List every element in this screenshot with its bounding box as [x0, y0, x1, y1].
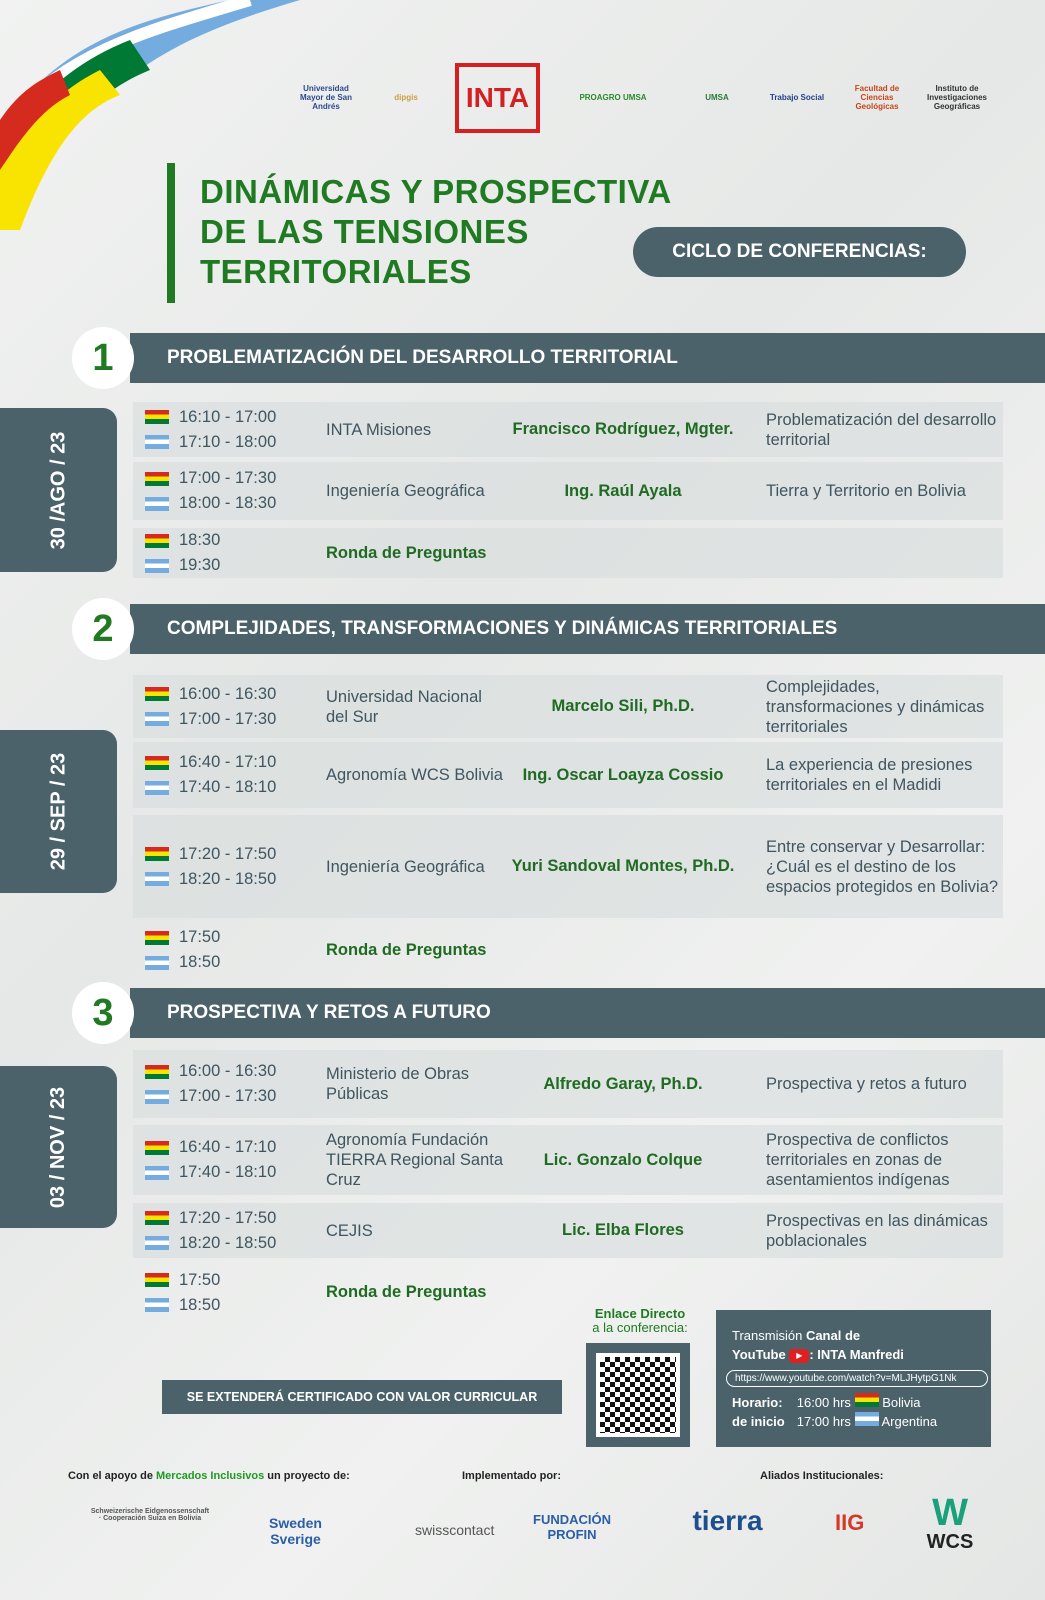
wcs-logo: W WCS — [926, 1492, 974, 1553]
country-argentina: Argentina — [881, 1414, 938, 1429]
bolivia-flag-icon — [145, 756, 169, 770]
argentina-flag-icon — [145, 435, 169, 449]
section-number: 1 — [72, 327, 134, 389]
session-row — [133, 462, 1003, 520]
partner-logo: dipgis — [394, 93, 418, 102]
speaker-name: Lic. Gonzalo Colque — [543, 1150, 703, 1169]
time-argentina — [145, 710, 276, 729]
section-number: 3 — [72, 982, 134, 1044]
section-header: PROSPECTIVA Y RETOS A FUTURO — [130, 988, 1045, 1038]
sweden-logo: Sweden Sverige — [269, 1515, 322, 1547]
time-argentina-text: 17:00 - 17:30 — [179, 709, 277, 728]
argentina-flag-icon — [145, 1298, 169, 1312]
time-argentina-text: 17:40 - 18:10 — [179, 1163, 277, 1181]
section-date — [0, 1066, 117, 1228]
partner-logos-top — [295, 50, 1005, 145]
bolivia-flag-icon — [145, 1273, 169, 1287]
enlace-title: Enlace Directo — [594, 1306, 686, 1321]
certificate-banner: SE EXTENDERÁ CERTIFICADO CON VALOR CURRICULAR — [162, 1380, 562, 1414]
session-row — [133, 675, 1003, 738]
time-bolivia — [145, 753, 276, 772]
time-bolivia-text: 16:00 - 16:30 — [179, 1062, 277, 1080]
time-argentina-text: 18:00 - 18:30 — [179, 494, 277, 512]
yt-youtube: YouTube — [732, 1347, 786, 1362]
time-bolivia-text: 16:40 - 17:10 — [179, 1138, 277, 1156]
wcs-text: WCS — [926, 1531, 974, 1553]
bolivia-flag-icon — [145, 472, 169, 486]
partner-logo: PROAGRO UMSA — [579, 93, 647, 102]
session-times — [145, 528, 220, 578]
time-bolivia — [145, 1138, 276, 1157]
title-accent-bar — [167, 163, 175, 303]
date-label: 30 /AGO / 23 — [47, 431, 69, 549]
time-argentina-text: 17:40 - 18:10 — [179, 778, 277, 796]
section-number: 2 — [72, 598, 134, 660]
session-row — [133, 742, 1003, 808]
time-bolivia-text: 17:20 - 17:50 — [179, 844, 277, 863]
argentina-flag-icon — [145, 559, 169, 573]
time-bolivia-text: 17:20 - 17:50 — [179, 1208, 277, 1227]
bolivia-flag-icon — [145, 1141, 169, 1155]
institution: Ingeniería Geográfica — [326, 482, 485, 500]
session-row — [133, 1050, 1003, 1118]
argentina-flag-icon — [145, 1236, 169, 1250]
session-topic: Tierra y Territorio en Bolivia — [766, 482, 966, 500]
time-bolivia — [145, 1271, 220, 1290]
qr-code[interactable] — [586, 1343, 690, 1447]
institution: Agronomía Fundación TIERRA Regional Santa Cruz — [326, 1131, 504, 1189]
time-bolivia-text: 16:00 - 16:30 — [179, 684, 277, 703]
session-row — [133, 402, 1003, 457]
horario-label-2: de inicio — [732, 1414, 785, 1429]
session-topic: Entre conservar y Desarrollar: ¿Cuál es el destino de los espacios protegidos en Bolivia? — [766, 837, 999, 896]
time-bolivia — [145, 1209, 276, 1228]
session-times — [145, 1125, 276, 1195]
date-label: 29 / SEP / 23 — [47, 752, 69, 871]
time-argentina-text: 18:20 - 18:50 — [179, 869, 277, 888]
session-times — [145, 1203, 276, 1258]
implemented-label: Implementado por: — [462, 1470, 562, 1482]
time-argentina — [145, 1296, 220, 1315]
start-time-bolivia: 16:00 hrs — [796, 1395, 851, 1410]
session-times — [145, 742, 276, 808]
yt-channel: Canal de — [805, 1328, 861, 1343]
bolivia-flag-icon — [145, 931, 169, 945]
time-bolivia-text: 16:10 - 17:00 — [179, 407, 277, 426]
speaker-name: Ing. Oscar Loayza Cossio — [522, 765, 724, 784]
session-row — [133, 815, 1003, 918]
time-argentina — [145, 870, 276, 889]
time-bolivia — [145, 928, 220, 947]
bolivia-flag-icon — [145, 847, 169, 861]
section-date — [0, 730, 117, 893]
argentina-flag-icon — [145, 956, 169, 970]
argentina-flag-icon — [145, 1166, 169, 1180]
argentina-flag-icon — [145, 781, 169, 795]
session-times — [145, 675, 276, 738]
tierra-logo: tierra — [692, 1505, 763, 1536]
section-header: COMPLEJIDADES, TRANSFORMACIONES Y DINÁMICAS TERRITORIALES — [130, 604, 1045, 654]
bolivia-flag-icon — [145, 687, 169, 701]
session-times — [145, 402, 276, 457]
time-bolivia-text: 18:30 — [179, 531, 221, 549]
partner-logo: UMSA — [705, 93, 729, 102]
partner-logo: Instituto de Investigaciones Geográficas — [926, 84, 988, 111]
argentina-flag-icon — [145, 497, 169, 511]
swisscontact-logo: swisscontact — [415, 1522, 495, 1538]
session-row — [133, 1203, 1003, 1258]
session-times — [145, 1050, 276, 1118]
profin-logo: FUNDACIÓN PROFIN — [533, 1512, 611, 1542]
session-topic: Complejidades, transformaciones y dinámicas territoriales — [766, 677, 985, 736]
time-argentina-text: 17:00 - 17:30 — [179, 1087, 277, 1105]
argentina-flag-icon — [145, 712, 169, 726]
institution: Agronomía WCS Bolivia — [326, 766, 503, 784]
session-times — [145, 815, 276, 918]
institution: Universidad Nacional del Sur — [326, 687, 482, 726]
time-argentina — [145, 1163, 276, 1182]
time-argentina — [145, 778, 276, 797]
youtube-url-link[interactable]: https://www.youtube.com/watch?v=MLJHytpG1Nk — [726, 1370, 988, 1387]
yt-channel-name: : INTA Manfredi — [809, 1347, 904, 1362]
title-line: TERRITORIALES — [200, 253, 472, 290]
section-date — [0, 408, 117, 572]
partner-logo: Trabajo Social — [769, 93, 825, 102]
time-bolivia — [145, 408, 276, 427]
speaker-name: Marcelo Sili, Ph.D. — [551, 697, 695, 715]
bolivia-flag-icon — [145, 410, 169, 424]
support-label — [68, 1470, 350, 1482]
allies-label: Aliados Institucionales: — [760, 1470, 884, 1482]
iig-logo: IIG — [835, 1510, 865, 1535]
argentina-flag-icon — [145, 872, 169, 886]
bolivia-flag-icon — [145, 534, 169, 548]
youtube-info-box — [716, 1310, 991, 1447]
yt-pre: Transmisión — [732, 1328, 806, 1343]
institution: Ingeniería Geográfica — [326, 857, 485, 876]
qa-row — [133, 528, 1003, 578]
time-bolivia — [145, 531, 220, 550]
time-argentina-text: 18:50 — [179, 1295, 221, 1314]
session-topic: Prospectivas en las dinámicas poblacionales — [766, 1211, 988, 1250]
section-header: PROBLEMATIZACIÓN DEL DESARROLLO TERRITORIAL — [130, 333, 1045, 383]
qa-label: Ronda de Preguntas — [326, 1283, 487, 1301]
time-argentina — [145, 953, 220, 972]
start-time-argentina: 17:00 hrs — [796, 1414, 851, 1429]
enlace-subtitle: a la conferencia: — [592, 1320, 688, 1335]
time-bolivia — [145, 1062, 276, 1081]
session-topic: Prospectiva de conflictos territoriales en zonas de asentamientos indígenas — [766, 1131, 950, 1189]
qa-label: Ronda de Preguntas — [326, 543, 487, 562]
bolivia-flag-icon — [145, 1211, 169, 1225]
qa-row — [133, 925, 1003, 975]
time-bolivia-text: 17:50 — [179, 928, 221, 946]
country-bolivia: Bolivia — [882, 1395, 921, 1410]
time-argentina-text: 18:20 - 18:50 — [179, 1233, 277, 1252]
time-bolivia-text: 17:50 — [179, 1270, 221, 1289]
time-argentina — [145, 494, 276, 513]
time-bolivia — [145, 469, 276, 488]
partner-logo: Facultad de Ciencias Geológicas — [854, 84, 900, 111]
time-argentina-text: 19:30 — [179, 556, 221, 574]
time-argentina — [145, 1234, 276, 1253]
time-argentina — [145, 433, 276, 452]
title-line: DE LAS TENSIONES — [200, 213, 529, 250]
time-argentina — [145, 556, 220, 575]
swiss-logo: Schweizerische Eidgenossenschaft · Cooperación Suiza en Bolivia — [90, 1508, 210, 1522]
session-topic: La experiencia de presiones territoriales en el Madidi — [766, 756, 973, 794]
time-argentina-text: 17:10 - 18:00 — [179, 432, 277, 451]
horario-label: Horario: — [732, 1395, 783, 1410]
session-times — [145, 1265, 220, 1320]
argentina-flag-icon — [855, 1412, 879, 1426]
institution: Ministerio de Obras Públicas — [326, 1065, 470, 1103]
time-bolivia — [145, 685, 276, 704]
apoyo-pre: Con el apoyo de — [68, 1470, 157, 1482]
bolivia-flag-icon — [145, 1065, 169, 1079]
time-argentina-text: 18:50 — [179, 953, 221, 971]
apoyo-mercados: Mercados Inclusivos — [156, 1470, 265, 1482]
youtube-play-icon: ▶ — [789, 1349, 809, 1363]
session-topic: Problematización del desarrollo territorial — [766, 410, 997, 449]
title-line: DINÁMICAS Y PROSPECTIVA — [200, 173, 672, 210]
session-topic: Prospectiva y retos a futuro — [766, 1075, 967, 1093]
cycle-badge: CICLO DE CONFERENCIAS: — [633, 227, 966, 277]
institution: CEJIS — [326, 1221, 373, 1240]
argentina-flag-icon — [145, 1090, 169, 1104]
bolivia-flag-icon — [855, 1393, 879, 1407]
page-title — [200, 172, 672, 292]
session-times — [145, 462, 276, 520]
institution: INTA Misiones — [326, 420, 432, 439]
date-label: 03 / NOV / 23 — [47, 1086, 70, 1208]
partner-logo: INTA — [455, 63, 540, 133]
qa-label: Ronda de Preguntas — [326, 940, 487, 959]
speaker-name: Ing. Raúl Ayala — [564, 481, 682, 500]
time-bolivia — [145, 845, 276, 864]
speaker-name: Francisco Rodríguez, Mgter. — [512, 420, 734, 438]
speaker-name: Alfredo Garay, Ph.D. — [543, 1074, 703, 1093]
speaker-name: Yuri Sandoval Montes, Ph.D. — [511, 857, 735, 875]
session-times — [145, 925, 220, 975]
direct-link-label — [580, 1307, 700, 1335]
partner-logo: Universidad Mayor de San Andrés — [299, 84, 352, 111]
session-row — [133, 1125, 1003, 1195]
speaker-name: Lic. Elba Flores — [562, 1221, 684, 1239]
time-bolivia-text: 16:40 - 17:10 — [179, 753, 277, 771]
time-argentina — [145, 1087, 276, 1106]
apoyo-post: un proyecto de: — [264, 1470, 350, 1482]
time-bolivia-text: 17:00 - 17:30 — [179, 469, 277, 487]
